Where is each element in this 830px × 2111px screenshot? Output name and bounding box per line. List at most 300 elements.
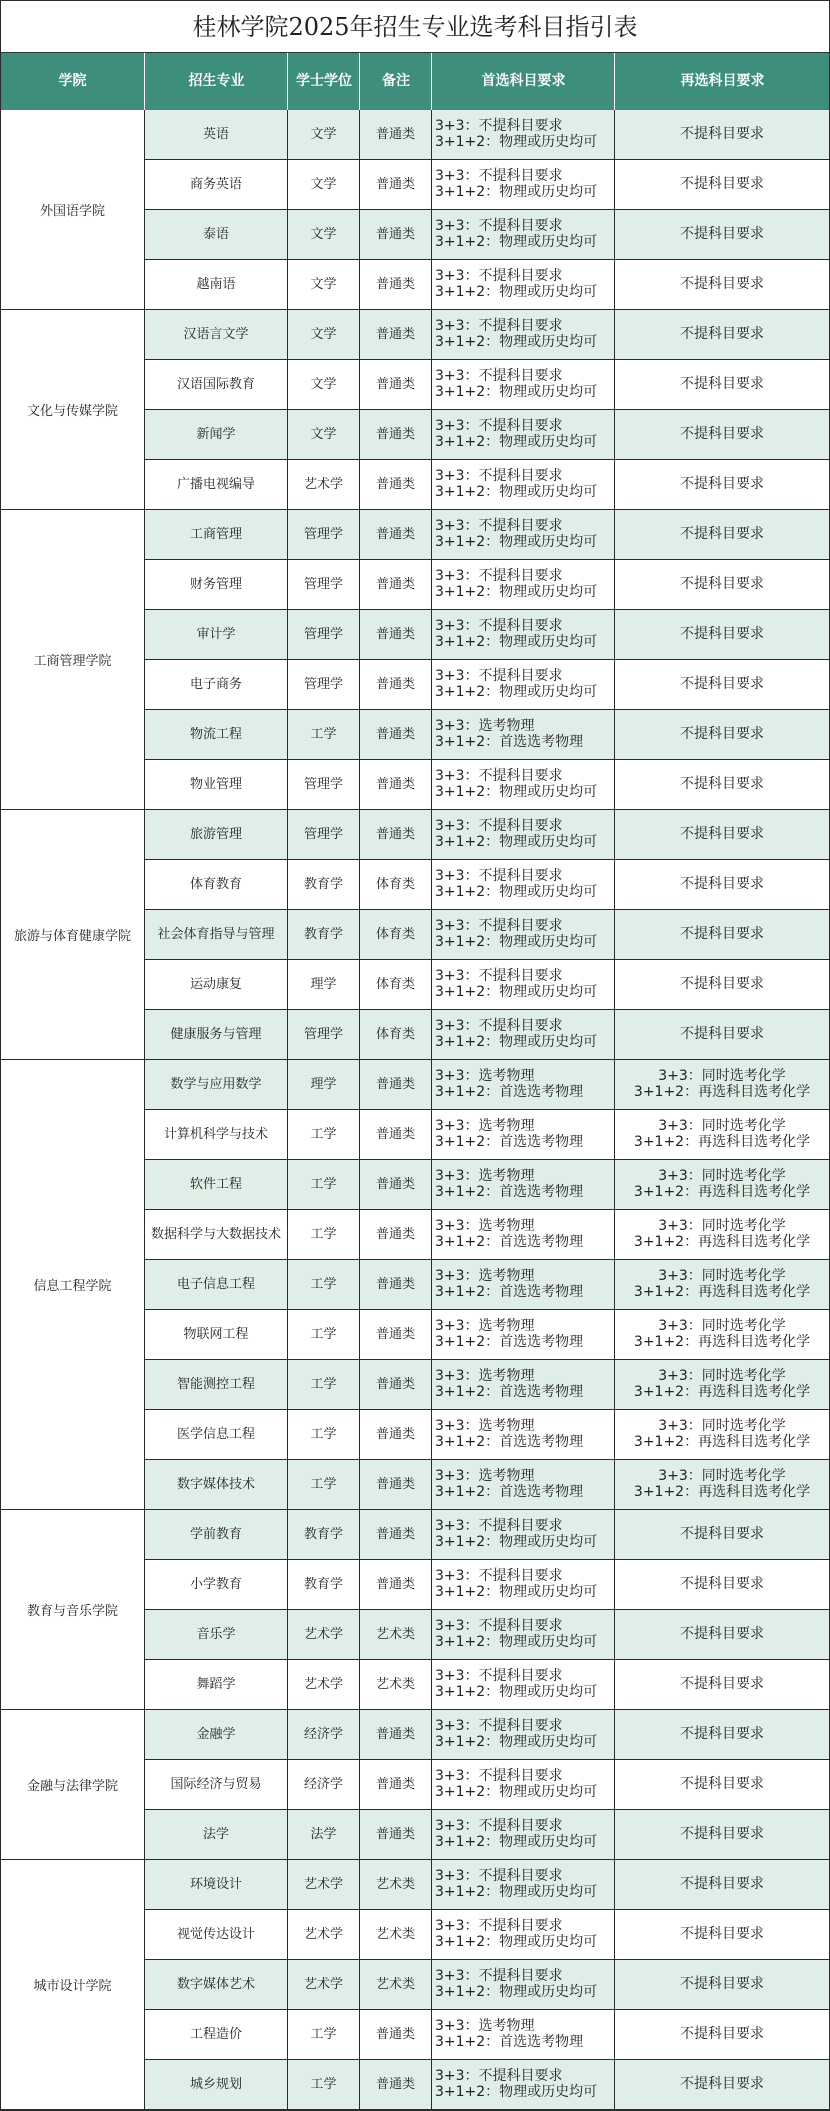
college-cell: 金融与法律学院 [0, 1710, 145, 1860]
second-subject-line: 不提科目要求 [680, 976, 764, 992]
second-subject-line: 3+3：同时选考化学 [658, 1468, 786, 1484]
degree-cell: 工学 [288, 1110, 360, 1160]
second-subject-line: 不提科目要求 [680, 1526, 764, 1542]
first-subject-line: 3+3：不提科目要求 [435, 1568, 563, 1584]
second-subject-line: 不提科目要求 [680, 876, 764, 892]
first-subject-cell [432, 1160, 615, 1210]
table-row [0, 1110, 830, 1160]
first-subject-line: 3+1+2：首选选考物理 [435, 1334, 584, 1350]
college-cell: 文化与传媒学院 [0, 310, 145, 510]
second-subject-cell [615, 360, 830, 410]
major-cell: 电子信息工程 [145, 1260, 288, 1310]
second-subject-line: 不提科目要求 [680, 176, 764, 192]
degree-cell: 管理学 [288, 1010, 360, 1060]
header-college: 学院 [58, 73, 87, 89]
first-subject-cell [432, 1410, 615, 1460]
note-cell: 普通类 [360, 210, 432, 260]
major-cell: 数字媒体艺术 [145, 1960, 288, 2010]
second-subject-line: 不提科目要求 [680, 426, 764, 442]
major-cell: 数据科学与大数据技术 [145, 1210, 288, 1260]
major-cell: 泰语 [145, 210, 288, 260]
second-subject-cell [615, 160, 830, 210]
first-subject-line: 3+3：不提科目要求 [435, 468, 563, 484]
second-subject-cell [615, 110, 830, 160]
note-cell: 普通类 [360, 1060, 432, 1110]
header-major: 招生专业 [188, 73, 245, 89]
major-cell: 商务英语 [145, 160, 288, 210]
second-subject-cell [615, 1960, 830, 2010]
degree-cell: 艺术学 [288, 1610, 360, 1660]
note-cell: 普通类 [360, 460, 432, 510]
table-row [0, 1560, 830, 1610]
first-subject-line: 3+1+2：物理或历史均可 [435, 534, 598, 550]
first-subject-cell [432, 910, 615, 960]
first-subject-cell [432, 1510, 615, 1560]
note-cell: 体育类 [360, 960, 432, 1010]
second-subject-cell [615, 810, 830, 860]
degree-cell: 理学 [288, 960, 360, 1010]
first-subject-cell [432, 1110, 615, 1160]
note-cell: 普通类 [360, 1310, 432, 1360]
first-subject-line: 3+3：不提科目要求 [435, 1768, 563, 1784]
degree-cell: 文学 [288, 110, 360, 160]
degree-cell: 艺术学 [288, 1660, 360, 1710]
first-subject-line: 3+3：不提科目要求 [435, 568, 563, 584]
note-cell: 艺术类 [360, 1610, 432, 1660]
note-cell: 普通类 [360, 760, 432, 810]
note-cell: 普通类 [360, 260, 432, 310]
degree-cell: 理学 [288, 1060, 360, 1110]
second-subject-cell [615, 710, 830, 760]
first-subject-cell [432, 1260, 615, 1310]
table-row [0, 310, 830, 360]
degree-cell: 艺术学 [288, 1860, 360, 1910]
note-cell: 普通类 [360, 510, 432, 560]
first-subject-line: 3+1+2：首选选考物理 [435, 2034, 584, 2050]
second-subject-line: 3+3：同时选考化学 [658, 1418, 786, 1434]
first-subject-cell [432, 1360, 615, 1410]
first-subject-cell [432, 960, 615, 1010]
table-row [0, 1460, 830, 1510]
first-subject-line: 3+3：选考物理 [435, 1118, 535, 1134]
first-subject-line: 3+1+2：物理或历史均可 [435, 284, 598, 300]
degree-cell: 管理学 [288, 610, 360, 660]
first-subject-line: 3+3：不提科目要求 [435, 1968, 563, 1984]
second-subject-line: 不提科目要求 [680, 626, 764, 642]
major-cell: 软件工程 [145, 1160, 288, 1210]
table-row [0, 960, 830, 1010]
first-subject-cell [432, 1760, 615, 1810]
second-subject-cell [615, 1810, 830, 1860]
major-cell: 国际经济与贸易 [145, 1760, 288, 1810]
first-subject-line: 3+3：不提科目要求 [435, 1718, 563, 1734]
second-subject-line: 不提科目要求 [680, 526, 764, 542]
major-cell: 数字媒体技术 [145, 1460, 288, 1510]
second-subject-cell [615, 310, 830, 360]
note-cell: 普通类 [360, 410, 432, 460]
second-subject-cell [615, 1310, 830, 1360]
table-row [0, 1060, 830, 1110]
major-cell: 工商管理 [145, 510, 288, 560]
table-header [0, 53, 830, 110]
first-subject-line: 3+1+2：物理或历史均可 [435, 134, 598, 150]
degree-cell: 管理学 [288, 510, 360, 560]
first-subject-cell [432, 1910, 615, 1960]
degree-cell: 文学 [288, 360, 360, 410]
second-subject-cell [615, 1360, 830, 1410]
first-subject-line: 3+3：选考物理 [435, 718, 535, 734]
first-subject-line: 3+1+2：首选选考物理 [435, 1284, 584, 1300]
first-subject-line: 3+3：选考物理 [435, 1218, 535, 1234]
first-subject-cell [432, 2060, 615, 2110]
note-cell: 普通类 [360, 360, 432, 410]
first-subject-cell [432, 610, 615, 660]
first-subject-line: 3+3：选考物理 [435, 1068, 535, 1084]
note-cell: 普通类 [360, 560, 432, 610]
first-subject-line: 3+1+2：物理或历史均可 [435, 684, 598, 700]
table-row [0, 610, 830, 660]
first-subject-cell [432, 110, 615, 160]
note-cell: 普通类 [360, 610, 432, 660]
first-subject-line: 3+1+2：物理或历史均可 [435, 1534, 598, 1550]
first-subject-line: 3+1+2：物理或历史均可 [435, 184, 598, 200]
major-cell: 物业管理 [145, 760, 288, 810]
table-row [0, 360, 830, 410]
second-subject-line: 不提科目要求 [680, 226, 764, 242]
second-subject-line: 3+1+2：再选科目选考化学 [633, 1184, 811, 1200]
major-cell: 健康服务与管理 [145, 1010, 288, 1060]
first-subject-cell [432, 210, 615, 260]
second-subject-line: 3+1+2：再选科目选考化学 [633, 1434, 811, 1450]
first-subject-line: 3+3：不提科目要求 [435, 1018, 563, 1034]
note-cell: 普通类 [360, 1260, 432, 1310]
table-row [0, 1960, 830, 2010]
first-subject-line: 3+1+2：物理或历史均可 [435, 1784, 598, 1800]
first-subject-cell [432, 1210, 615, 1260]
second-subject-line: 不提科目要求 [680, 676, 764, 692]
first-subject-line: 3+1+2：物理或历史均可 [435, 1734, 598, 1750]
college-cell: 信息工程学院 [0, 1060, 145, 1510]
second-subject-line: 3+1+2：再选科目选考化学 [633, 1084, 811, 1100]
second-subject-cell [615, 660, 830, 710]
first-subject-line: 3+1+2：物理或历史均可 [435, 934, 598, 950]
first-subject-line: 3+3：不提科目要求 [435, 118, 563, 134]
table-row [0, 1260, 830, 1310]
second-subject-line: 3+1+2：再选科目选考化学 [633, 1284, 811, 1300]
first-subject-line: 3+3：不提科目要求 [435, 1818, 563, 1834]
college-cell: 城市设计学院 [0, 1860, 145, 2110]
second-subject-cell [615, 1410, 830, 1460]
first-subject-line: 3+1+2：物理或历史均可 [435, 984, 598, 1000]
note-cell: 普通类 [360, 110, 432, 160]
major-cell: 金融学 [145, 1710, 288, 1760]
second-subject-line: 不提科目要求 [680, 376, 764, 392]
first-subject-line: 3+1+2：物理或历史均可 [435, 234, 598, 250]
major-cell: 城乡规划 [145, 2060, 288, 2110]
second-subject-line: 不提科目要求 [680, 726, 764, 742]
first-subject-line: 3+3：不提科目要求 [435, 218, 563, 234]
second-subject-line: 不提科目要求 [680, 1726, 764, 1742]
degree-cell: 工学 [288, 1260, 360, 1310]
major-cell: 运动康复 [145, 960, 288, 1010]
note-cell: 普通类 [360, 310, 432, 360]
note-cell: 普通类 [360, 1160, 432, 1210]
first-subject-line: 3+3：不提科目要求 [435, 2068, 563, 2084]
major-cell: 旅游管理 [145, 810, 288, 860]
table-body [0, 110, 830, 2111]
second-subject-cell [615, 1760, 830, 1810]
first-subject-line: 3+1+2：首选选考物理 [435, 1184, 584, 1200]
note-cell: 体育类 [360, 860, 432, 910]
major-cell: 舞蹈学 [145, 1660, 288, 1710]
second-subject-line: 3+3：同时选考化学 [658, 1168, 786, 1184]
second-subject-cell [615, 1510, 830, 1560]
table-row [0, 2060, 830, 2110]
first-subject-line: 3+3：不提科目要求 [435, 1918, 563, 1934]
major-cell: 新闻学 [145, 410, 288, 460]
degree-cell: 工学 [288, 2010, 360, 2060]
first-subject-line: 3+3：不提科目要求 [435, 1518, 563, 1534]
note-cell: 普通类 [360, 160, 432, 210]
first-subject-line: 3+3：选考物理 [435, 1418, 535, 1434]
first-subject-cell [432, 1460, 615, 1510]
first-subject-line: 3+3：不提科目要求 [435, 318, 563, 334]
header-note: 备注 [382, 73, 410, 89]
degree-cell: 教育学 [288, 1510, 360, 1560]
first-subject-cell [432, 1610, 615, 1660]
second-subject-line: 不提科目要求 [680, 1026, 764, 1042]
first-subject-cell [432, 1710, 615, 1760]
first-subject-line: 3+3：不提科目要求 [435, 918, 563, 934]
first-subject-line: 3+3：不提科目要求 [435, 968, 563, 984]
first-subject-line: 3+1+2：物理或历史均可 [435, 484, 598, 500]
major-cell: 医学信息工程 [145, 1410, 288, 1460]
second-subject-line: 不提科目要求 [680, 1876, 764, 1892]
first-subject-line: 3+3：不提科目要求 [435, 518, 563, 534]
first-subject-cell [432, 260, 615, 310]
second-subject-cell [615, 1860, 830, 1910]
first-subject-cell [432, 460, 615, 510]
table-row [0, 1660, 830, 1710]
note-cell: 艺术类 [360, 1860, 432, 1910]
first-subject-line: 3+1+2：物理或历史均可 [435, 384, 598, 400]
first-subject-line: 3+3：选考物理 [435, 1368, 535, 1384]
table-row [0, 1910, 830, 1960]
note-cell: 艺术类 [360, 1960, 432, 2010]
note-cell: 普通类 [360, 1110, 432, 1160]
note-cell: 普通类 [360, 1510, 432, 1560]
first-subject-line: 3+1+2：物理或历史均可 [435, 584, 598, 600]
college-cell: 旅游与体育健康学院 [0, 810, 145, 1060]
first-subject-line: 3+1+2：物理或历史均可 [435, 434, 598, 450]
first-subject-line: 3+1+2：物理或历史均可 [435, 884, 598, 900]
degree-cell: 艺术学 [288, 460, 360, 510]
second-subject-cell [615, 260, 830, 310]
first-subject-line: 3+3：不提科目要求 [435, 1618, 563, 1634]
major-cell: 视觉传达设计 [145, 1910, 288, 1960]
first-subject-line: 3+1+2：首选选考物理 [435, 1084, 584, 1100]
first-subject-cell [432, 1660, 615, 1710]
second-subject-line: 不提科目要求 [680, 1576, 764, 1592]
table-row [0, 1310, 830, 1360]
college-cell: 工商管理学院 [0, 510, 145, 810]
major-cell: 学前教育 [145, 1510, 288, 1560]
first-subject-line: 3+3：不提科目要求 [435, 618, 563, 634]
major-cell: 法学 [145, 1810, 288, 1860]
degree-cell: 艺术学 [288, 1910, 360, 1960]
major-cell: 汉语言文学 [145, 310, 288, 360]
second-subject-cell [615, 1160, 830, 1210]
note-cell: 体育类 [360, 910, 432, 960]
major-cell: 物联网工程 [145, 1310, 288, 1360]
first-subject-cell [432, 2010, 615, 2060]
second-subject-line: 不提科目要求 [680, 826, 764, 842]
second-subject-line: 不提科目要求 [680, 1776, 764, 1792]
second-subject-line: 3+1+2：再选科目选考化学 [633, 1334, 811, 1350]
degree-cell: 文学 [288, 210, 360, 260]
second-subject-cell [615, 610, 830, 660]
note-cell: 普通类 [360, 710, 432, 760]
first-subject-line: 3+3：不提科目要求 [435, 868, 563, 884]
note-cell: 普通类 [360, 1810, 432, 1860]
second-subject-line: 不提科目要求 [680, 476, 764, 492]
major-cell: 小学教育 [145, 1560, 288, 1610]
degree-cell: 工学 [288, 1160, 360, 1210]
major-cell: 体育教育 [145, 860, 288, 910]
note-cell: 普通类 [360, 1760, 432, 1810]
first-subject-line: 3+3：不提科目要求 [435, 168, 563, 184]
first-subject-line: 3+1+2：物理或历史均可 [435, 2084, 598, 2100]
first-subject-cell [432, 310, 615, 360]
first-subject-line: 3+1+2：首选选考物理 [435, 1384, 584, 1400]
note-cell: 普通类 [360, 1360, 432, 1410]
table-row [0, 1710, 830, 1760]
degree-cell: 文学 [288, 160, 360, 210]
major-cell: 智能测控工程 [145, 1360, 288, 1410]
college-cell: 外国语学院 [0, 110, 145, 310]
second-subject-cell [615, 1210, 830, 1260]
degree-cell: 文学 [288, 410, 360, 460]
major-cell: 环境设计 [145, 1860, 288, 1910]
second-subject-cell [615, 960, 830, 1010]
table-row [0, 1210, 830, 1260]
major-cell: 广播电视编导 [145, 460, 288, 510]
first-subject-cell [432, 660, 615, 710]
table-row [0, 460, 830, 510]
second-subject-line: 3+3：同时选考化学 [658, 1118, 786, 1134]
table-row [0, 910, 830, 960]
second-subject-line: 3+1+2：再选科目选考化学 [633, 1234, 811, 1250]
second-subject-line: 3+1+2：再选科目选考化学 [633, 1134, 811, 1150]
degree-cell: 工学 [288, 1210, 360, 1260]
degree-cell: 教育学 [288, 1560, 360, 1610]
first-subject-line: 3+3：不提科目要求 [435, 368, 563, 384]
header-degree: 学士学位 [296, 73, 352, 89]
first-subject-cell [432, 1560, 615, 1610]
degree-cell: 法学 [288, 1810, 360, 1860]
note-cell: 普通类 [360, 1710, 432, 1760]
degree-cell: 工学 [288, 1410, 360, 1460]
second-subject-cell [615, 410, 830, 460]
first-subject-line: 3+3：不提科目要求 [435, 418, 563, 434]
major-cell: 社会体育指导与管理 [145, 910, 288, 960]
second-subject-cell [615, 1710, 830, 1760]
first-subject-cell [432, 1810, 615, 1860]
degree-cell: 工学 [288, 1310, 360, 1360]
first-subject-cell [432, 860, 615, 910]
second-subject-line: 不提科目要求 [680, 326, 764, 342]
degree-cell: 工学 [288, 2060, 360, 2110]
degree-cell: 工学 [288, 1460, 360, 1510]
major-cell: 音乐学 [145, 1610, 288, 1660]
first-subject-line: 3+3：不提科目要求 [435, 268, 563, 284]
table-row [0, 1360, 830, 1410]
table-row [0, 560, 830, 610]
first-subject-line: 3+1+2：物理或历史均可 [435, 834, 598, 850]
header-first-subject: 首选科目要求 [481, 73, 566, 89]
first-subject-line: 3+1+2：物理或历史均可 [435, 1934, 598, 1950]
major-cell: 财务管理 [145, 560, 288, 610]
page-title: 桂林学院2025年招生专业选考科目指引表 [0, 0, 830, 53]
degree-cell: 教育学 [288, 910, 360, 960]
first-subject-cell [432, 410, 615, 460]
table-row [0, 1160, 830, 1210]
table-row [0, 860, 830, 910]
second-subject-line: 3+3：同时选考化学 [658, 1368, 786, 1384]
college-cell: 教育与音乐学院 [0, 1510, 145, 1710]
first-subject-line: 3+1+2：物理或历史均可 [435, 1684, 598, 1700]
first-subject-line: 3+3：不提科目要求 [435, 1868, 563, 1884]
second-subject-cell [615, 1660, 830, 1710]
second-subject-line: 不提科目要求 [680, 1676, 764, 1692]
first-subject-cell [432, 1960, 615, 2010]
first-subject-cell [432, 1860, 615, 1910]
second-subject-cell [615, 1460, 830, 1510]
second-subject-line: 3+3：同时选考化学 [658, 1068, 786, 1084]
table-row [0, 1760, 830, 1810]
degree-cell: 工学 [288, 1360, 360, 1410]
second-subject-line: 3+3：同时选考化学 [658, 1268, 786, 1284]
table-row [0, 510, 830, 560]
table-row [0, 760, 830, 810]
note-cell: 普通类 [360, 2060, 432, 2110]
first-subject-line: 3+1+2：物理或历史均可 [435, 634, 598, 650]
second-subject-cell [615, 1010, 830, 1060]
second-subject-line: 3+1+2：再选科目选考化学 [633, 1384, 811, 1400]
first-subject-line: 3+3：选考物理 [435, 1268, 535, 1284]
note-cell: 体育类 [360, 1010, 432, 1060]
note-cell: 普通类 [360, 1410, 432, 1460]
table-row [0, 160, 830, 210]
note-cell: 普通类 [360, 1210, 432, 1260]
first-subject-line: 3+1+2：首选选考物理 [435, 1484, 584, 1500]
table-row [0, 1810, 830, 1860]
second-subject-line: 不提科目要求 [680, 776, 764, 792]
first-subject-line: 3+3：不提科目要求 [435, 818, 563, 834]
second-subject-cell [615, 2060, 830, 2110]
table-row [0, 1510, 830, 1560]
note-cell: 艺术类 [360, 1660, 432, 1710]
first-subject-line: 3+1+2：物理或历史均可 [435, 784, 598, 800]
second-subject-cell [615, 2010, 830, 2060]
second-subject-line: 不提科目要求 [680, 1826, 764, 1842]
degree-cell: 管理学 [288, 760, 360, 810]
second-subject-cell [615, 1910, 830, 1960]
first-subject-line: 3+3：选考物理 [435, 2018, 535, 2034]
degree-cell: 经济学 [288, 1710, 360, 1760]
second-subject-cell [615, 210, 830, 260]
first-subject-cell [432, 1060, 615, 1110]
